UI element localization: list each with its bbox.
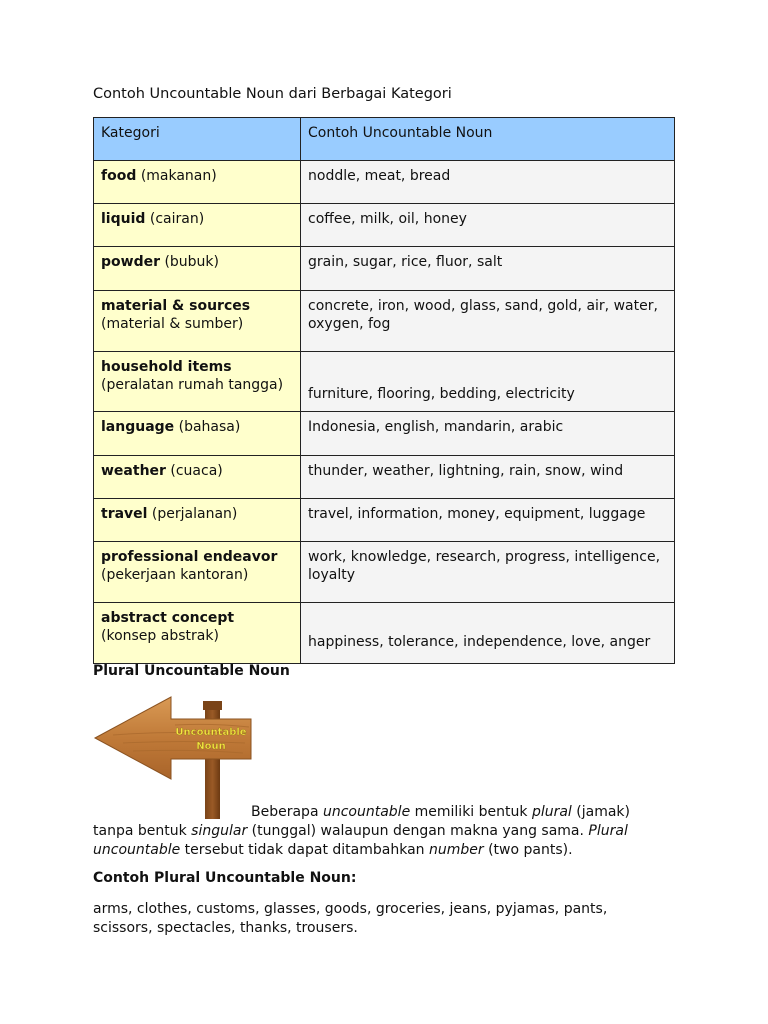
plural-description <box>93 803 653 860</box>
category-table <box>93 117 675 664</box>
category-cell <box>94 603 301 664</box>
category-keyword: food <box>101 168 137 184</box>
table-row <box>94 204 675 247</box>
sign-text-line2: Noun <box>196 741 226 752</box>
header-contoh: Contoh Uncountable Noun <box>301 118 675 161</box>
category-translation: (konsep abstrak) <box>101 628 219 644</box>
examples-cell: happiness, tolerance, independence, love, anger <box>301 603 675 664</box>
wooden-arrow-signpost-icon <box>93 693 255 821</box>
category-translation: (bubuk) <box>164 254 220 270</box>
category-translation: (pekerjaan kantoran) <box>101 567 249 583</box>
category-translation: (material & sumber) <box>101 316 244 332</box>
table-row <box>94 352 675 412</box>
example-heading: Contoh Plural Uncountable Noun: <box>93 870 357 886</box>
category-cell <box>94 412 301 456</box>
category-cell <box>94 161 301 204</box>
table-row <box>94 499 675 542</box>
table-row <box>94 603 675 664</box>
signpost-cap <box>203 701 222 710</box>
category-cell <box>94 352 301 412</box>
table-row <box>94 291 675 352</box>
examples-cell: coffee, milk, oil, honey <box>301 204 675 247</box>
header-kategori: Kategori <box>94 118 301 161</box>
category-translation: (perjalanan) <box>151 506 238 522</box>
category-keyword: material & sources <box>101 298 251 314</box>
italic-run: plural <box>531 804 572 820</box>
category-cell <box>94 204 301 247</box>
table-header-row <box>94 118 675 161</box>
sign-text-line1: Uncountable <box>175 727 247 738</box>
text-run: (jamak) tanpa bentuk <box>93 804 630 839</box>
category-keyword: travel <box>101 506 148 522</box>
category-keyword: household items <box>101 359 232 375</box>
category-translation: (cuaca) <box>170 463 223 479</box>
text-run: memiliki bentuk <box>410 804 532 820</box>
category-keyword: liquid <box>101 211 146 227</box>
table-row <box>94 456 675 499</box>
category-cell <box>94 456 301 499</box>
arrow-board <box>95 697 251 779</box>
text-run: tersebut tidak dapat ditambahkan <box>180 842 429 858</box>
category-keyword: language <box>101 419 175 435</box>
category-cell <box>94 291 301 352</box>
examples-cell: work, knowledge, research, progress, intelligence, loyalty <box>301 542 675 603</box>
italic-run: uncountable <box>322 804 411 820</box>
category-keyword: powder <box>101 254 160 270</box>
table-row <box>94 161 675 204</box>
examples-cell: grain, sugar, rice, fluor, salt <box>301 247 675 291</box>
text-run: Beberapa <box>251 804 323 820</box>
examples-cell: Indonesia, english, mandarin, arabic <box>301 412 675 456</box>
italic-run: number <box>429 842 484 858</box>
page-title: Contoh Uncountable Noun dari Berbagai Kategori <box>93 86 452 102</box>
examples-cell: travel, information, money, equipment, luggage <box>301 499 675 542</box>
examples-cell: noddle, meat, bread <box>301 161 675 204</box>
category-cell <box>94 542 301 603</box>
category-keyword: abstract concept <box>101 610 235 626</box>
category-cell <box>94 247 301 291</box>
category-keyword: weather <box>101 463 166 479</box>
category-translation: (cairan) <box>149 211 205 227</box>
text-run: (tunggal) walaupun dengan makna yang sama. <box>247 823 589 839</box>
category-translation: (bahasa) <box>178 419 241 435</box>
table-row <box>94 542 675 603</box>
italic-run: singular <box>191 823 248 839</box>
table-row <box>94 247 675 291</box>
category-cell <box>94 499 301 542</box>
category-keyword: professional endeavor <box>101 549 278 565</box>
table-row <box>94 412 675 456</box>
examples-cell: thunder, weather, lightning, rain, snow, wind <box>301 456 675 499</box>
plural-heading: Plural Uncountable Noun <box>93 663 290 679</box>
examples-cell: concrete, iron, wood, glass, sand, gold, air, water, oxygen, fog <box>301 291 675 352</box>
examples-cell: furniture, flooring, bedding, electricity <box>301 352 675 412</box>
category-translation: (peralatan rumah tangga) <box>101 377 284 393</box>
italic-run: Plural uncountable <box>93 823 628 858</box>
category-translation: (makanan) <box>140 168 217 184</box>
text-run: (two pants). <box>483 842 573 858</box>
example-list: arms, clothes, customs, glasses, goods, groceries, jeans, pyjamas, pants, scissors, spectacles, thanks, trousers. <box>93 901 608 936</box>
